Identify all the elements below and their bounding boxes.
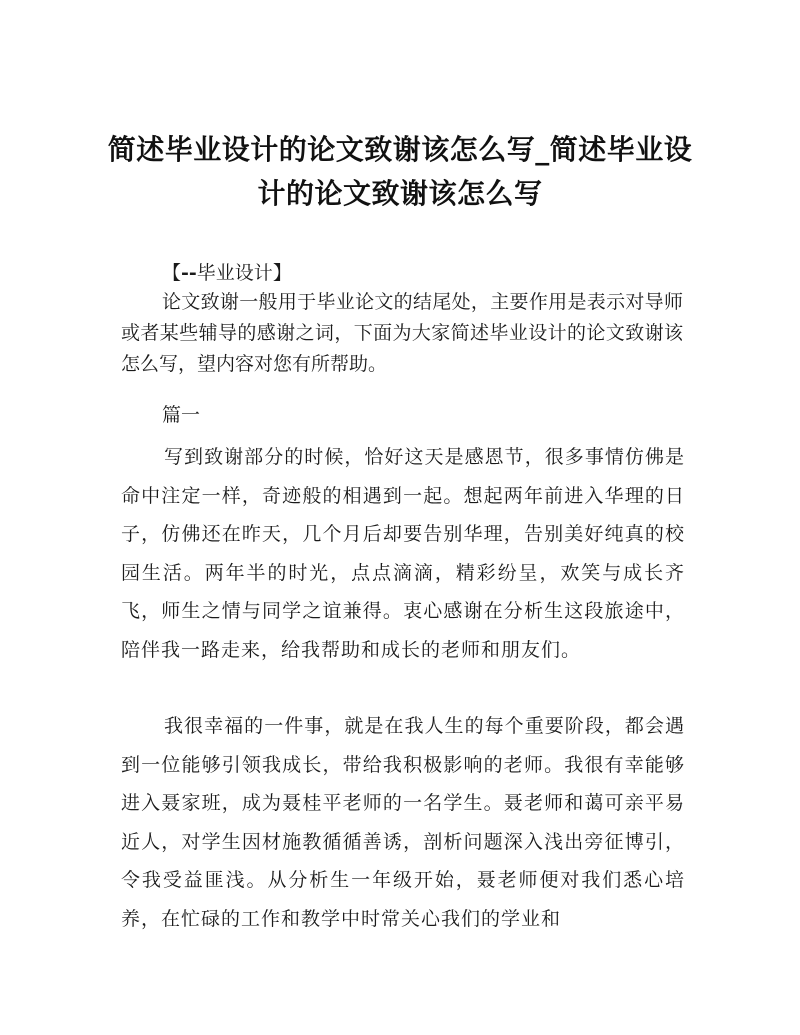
document-title: 简述毕业设计的论文致谢该怎么写_简述毕业设计的论文致谢该怎么写: [107, 133, 693, 210]
intro-paragraph: 论文致谢一般用于毕业论文的结尾处，主要作用是表示对导师或者某些辅导的感谢之词，下面为大家简述毕业设计的论文致谢该怎么写，望内容对您有所帮助。: [121, 291, 683, 375]
tag-close-bracket: 】: [272, 262, 292, 284]
body-paragraph-1: 写到致谢部分的时候，恰好这天是感恩节，很多事情仿佛是命中注定一样，奇迹般的相遇到一起。想起两年前进入华理的日子，仿佛还在昨天，几个月后却要告别华理，告别美好纯真的校园生活。两年半的时光，点点滴滴，精彩纷呈，欢笑与成长齐飞，师生之情与同学之谊兼得。衷心感谢在分析生这段旅途中，陪伴我一路走来，给我帮助和成长的老师和朋友们。: [121, 446, 685, 661]
category-tag: [162, 258, 292, 288]
section-heading: 篇一: [162, 404, 201, 426]
tag-dash: --: [181, 262, 197, 284]
tag-label: 毕业设计: [196, 262, 273, 284]
tag-open-bracket: 【: [162, 262, 182, 284]
body-paragraph-2: 我很幸福的一件事，就是在我人生的每个重要阶段，都会遇到一位能够引领我成长，带给我积极影响的老师。我很有幸能够进入聂家班，成为聂桂平老师的一名学生。聂老师和蔼可亲平易近人，对学生因材施教循循善诱，剖析问题深入浅出旁征博引，令我受益匪浅。从分析生一年级开始，聂老师便对我们悉心培养，在忙碌的工作和教学中时常关心我们的学业和: [121, 715, 685, 930]
